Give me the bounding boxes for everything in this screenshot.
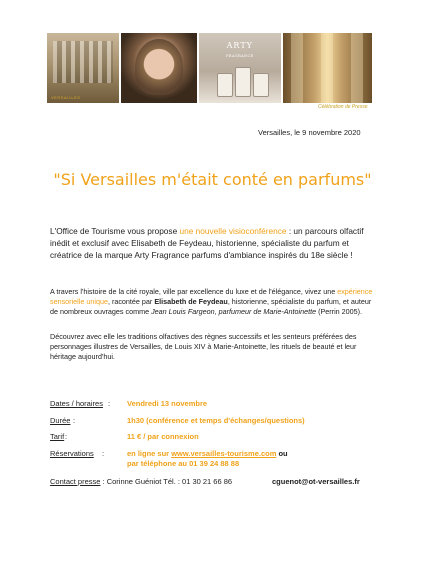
header-banner (47, 33, 372, 103)
intro-text: L'Office de Tourisme vous propose (50, 226, 180, 236)
portrait-face (135, 39, 183, 95)
contact-text: : Corinne Guéniot Tél. : 01 30 21 66 86 (100, 477, 233, 486)
dates-sep: : (108, 399, 111, 408)
letter-title: "Si Versailles m'était conté en parfums" (53, 170, 372, 189)
mirror-arch (321, 33, 333, 103)
brand-name: ARTY (226, 41, 253, 50)
reservations-text: ou (276, 449, 288, 458)
tarif-value: 11 € / par connexion (127, 432, 199, 441)
duree-sep: : (73, 416, 76, 425)
dates-label (50, 399, 103, 408)
contact-email[interactable]: cguenot@ot-versailles.fr (272, 477, 360, 486)
versailles-palace-photo (47, 33, 119, 103)
mirror-arch (291, 33, 303, 103)
history-text: (Perrin 2005). (316, 307, 363, 316)
portrait-photo (121, 33, 198, 103)
dates-value: Vendredi 13 novembre (127, 399, 208, 408)
duree-value: 1h30 (conférence et temps d'échanges/questions) (127, 416, 305, 425)
history-text: A travers l'histoire de la cité royale, ville par excellence du luxe et de l'élégance, vivez une (50, 287, 338, 296)
intro-text: : un parcours olfactif inédit et exclusif avec Elisabeth de Feydeau, historienne, spécialiste du parfum et créatrice de la marque Arty Fragrance parfums d'ambiance inspirés du 18e siècle ! (50, 226, 364, 260)
versailles-logo: VERSAILLES (51, 95, 81, 100)
history-text: , historienne, spécialiste du parfum, et auteur de nombreux ouvrages comme (50, 297, 372, 316)
discover-paragraph: Découvrez avec elle les traditions olfactives des règnes successifs et les senteurs préférées des personnages illustres de Versailles, de Louis XIV à Marie-Antoinette, les rituels de beauté et leur héritage aujourd'hui. (50, 332, 357, 361)
intro-highlight: une nouvelle visioconférence (179, 226, 287, 236)
reservations-value (127, 449, 288, 469)
history-paragraph (50, 287, 377, 317)
book-title: Jean Louis Fargeon, parfumeur de Marie-Antoinette (151, 307, 317, 316)
palace-facade (53, 41, 113, 83)
reservations-link[interactable]: www.versailles-tourisme.com (171, 449, 277, 458)
photo-caption: Célébration de Presse (318, 104, 368, 110)
perfume-bottle (235, 67, 251, 97)
history-text: , racontée par (107, 297, 155, 306)
history-highlight: expérience sensorielle unique (50, 287, 373, 306)
contact-label: Contact presse (50, 477, 101, 486)
mirror-arch (351, 33, 363, 103)
brand-sub: FRAGRANCE (226, 54, 254, 58)
letter-date: Versailles, le 9 novembre 2020 (258, 128, 361, 137)
intro-paragraph (50, 226, 377, 261)
tarif-label: Tarif (50, 432, 65, 441)
reservations-text: en ligne sur (127, 449, 172, 458)
duree-label: Durée (50, 416, 71, 425)
press-contact (50, 477, 360, 486)
arty-fragrance-photo (199, 33, 280, 103)
reservations-sep: : (102, 449, 105, 458)
author-name: Elisabeth de Feydeau (154, 297, 228, 306)
perfume-bottle (217, 73, 233, 97)
arty-fragrance-logo (199, 41, 280, 61)
hall-of-mirrors-photo (283, 33, 372, 103)
reservations-label: Réservations (50, 449, 94, 458)
reservations-phone: par téléphone au 01 39 24 88 88 (127, 459, 240, 468)
perfume-bottle (253, 73, 269, 97)
dates-label-text: Dates / horaires (50, 399, 103, 408)
tarif-sep: : (65, 432, 68, 441)
